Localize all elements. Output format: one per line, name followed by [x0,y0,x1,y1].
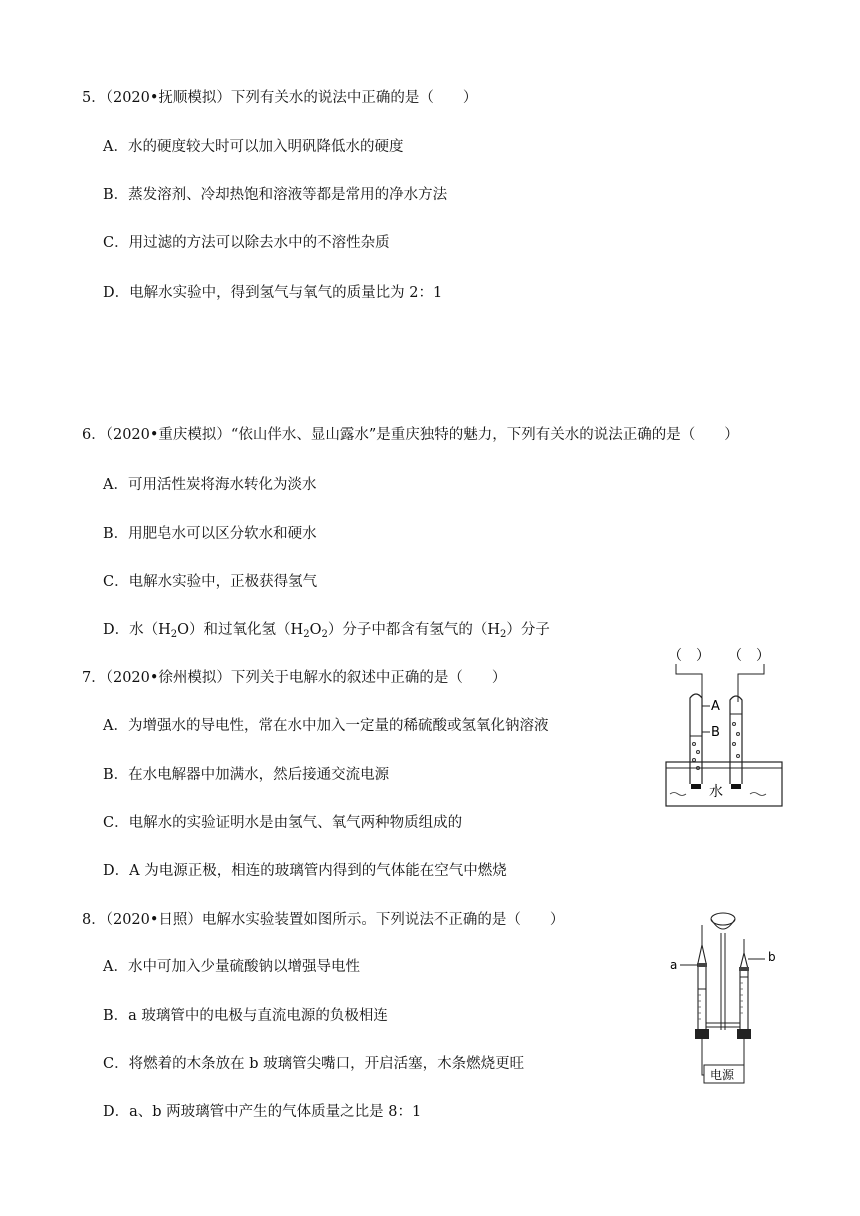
question-7-option-d: D．A 为电源正极，相连的玻璃管内得到的气体能在空气中燃烧 [103,863,507,879]
question-6-option-a: A．可用活性炭将海水转化为淡水 [103,477,317,493]
question-7-option-c: C．电解水的实验证明水是由氢气、氧气两种物质组成的 [103,815,463,831]
question-5-option-c: C．用过滤的方法可以除去水中的不溶性杂质 [103,235,390,251]
electrolysis-apparatus-figure-q8 [668,905,788,1085]
figure-label-b: b [768,950,776,964]
question-5-option-a: A．水的硬度较大时可以加入明矾降低水的硬度 [103,139,404,155]
question-8-option-d: D．a、b 两玻璃管中产生的气体质量之比是 8：1 [103,1104,422,1120]
question-6-option-d: D．水$(H_2O)$和过氧化氢$(H_2O_2)$分子中都含有氢气的$(H_2)$分子 [103,622,550,640]
figure-label-a: a [670,958,678,972]
question-8-option-b: B．a 玻璃管中的电极与直流电源的负极相连 [103,1008,388,1024]
figure-bracket-left: （ ） [668,648,710,664]
question-6-option-b: B．用肥皂水可以区分软水和硬水 [103,526,317,542]
figure-label-a: A [711,699,720,714]
electrolysis-figure-q7 [664,644,784,810]
question-8-option-a: A．水中可加入少量硫酸钠以增强导电性 [103,959,360,975]
question-6-option-c: C．电解水实验中，正极获得氢气 [103,574,318,590]
power-supply-label: 电源 [710,1068,735,1082]
question-5-option-d: D．电解水实验中，得到氢气与氧气的质量比为 2：1 [103,285,443,301]
figure-label-water: 水 [709,784,723,800]
question-8-stem: 8．（2020•日照）电解水实验装置如图所示。下列说法不正确的是（ ） [82,912,565,928]
question-5-stem: 5．（2020•抚顺模拟）下列有关水的说法中正确的是（ ） [82,90,478,106]
figure-label-b: B [711,725,720,740]
question-6-stem: 6．（2020•重庆模拟）“依山伴水、显山露水”是重庆独特的魅力，下列有关水的说法正确的是（ ） [82,427,739,443]
question-7-option-a: A．为增强水的导电性，常在水中加入一定量的稀硫酸或氢氧化钠溶液 [103,718,549,734]
question-7-stem: 7．（2020•徐州模拟）下列关于电解水的叙述中正确的是（ ） [82,670,507,686]
question-7-option-b: B．在水电解器中加满水，然后接通交流电源 [103,767,390,783]
question-5-option-b: B．蒸发溶剂、冷却热饱和溶液等都是常用的净水方法 [103,187,448,203]
figure-bracket-right: （ ） [728,648,770,664]
question-8-option-c: C．将燃着的木条放在 b 玻璃管尖嘴口，开启活塞，木条燃烧更旺 [103,1056,525,1072]
